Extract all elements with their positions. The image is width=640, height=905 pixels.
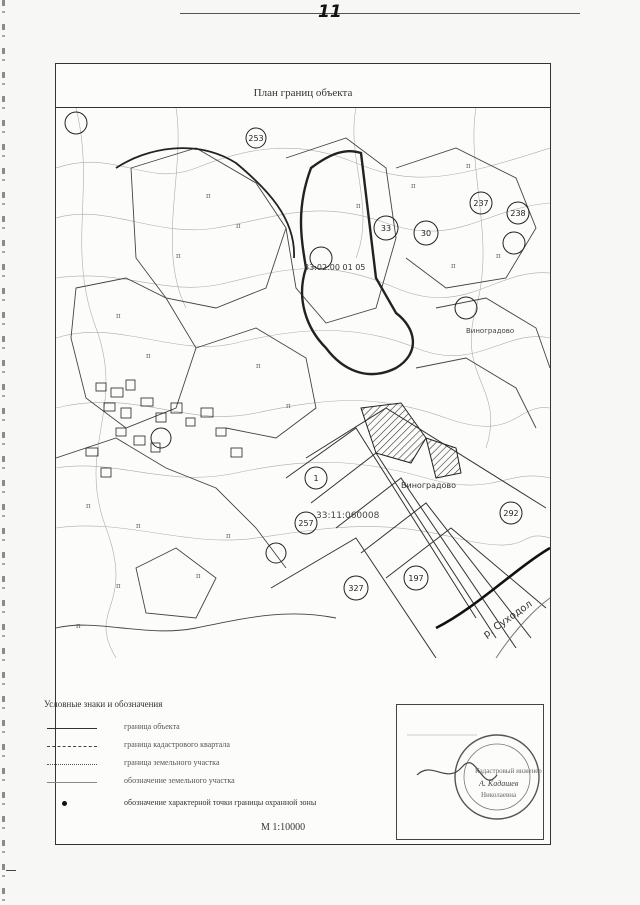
legend-item-label: граница объекта (124, 722, 180, 731)
cadastral-number-upper: 33:02:00 01 05 (304, 263, 366, 272)
dashed-line-symbol (47, 746, 97, 747)
svg-text:п: п (411, 182, 416, 190)
parcel-label: 197 (408, 574, 424, 583)
bottom-mark (6, 870, 16, 871)
map-title: План границ объекта (253, 87, 353, 99)
svg-text:п: п (116, 312, 121, 320)
village-label: Виноградово (401, 481, 457, 490)
svg-text:п: п (76, 622, 81, 630)
page-number: 11 (318, 2, 342, 22)
legend-item (44, 798, 384, 812)
parcel-label: 30 (420, 229, 432, 238)
dotted-line-symbol (47, 764, 97, 765)
stamp-box (396, 704, 544, 840)
legend-item (44, 740, 384, 754)
svg-text:п: п (286, 402, 291, 410)
parcel-label: 1 (313, 474, 319, 483)
legend-heading: Условные знаки и обозначения (44, 699, 163, 709)
parcel-label: 238 (510, 209, 526, 218)
svg-text:п: п (356, 202, 361, 210)
thin-line-symbol (47, 782, 97, 783)
svg-text:п: п (196, 572, 201, 580)
top-rule (180, 13, 580, 14)
svg-text:п: п (206, 192, 211, 200)
legend-item-label: обозначение земельного участка (124, 776, 235, 785)
title-row (56, 64, 550, 108)
boundary-line-symbol (47, 728, 97, 729)
parcel-label: 33 (380, 224, 392, 233)
parcel-label: 292 (503, 509, 519, 518)
svg-text:п: п (451, 262, 456, 270)
legend-item-label: граница кадастрового квартала (124, 740, 230, 749)
stamp-text: Кадастровый инженер (475, 767, 542, 775)
svg-text:п: п (496, 252, 501, 260)
svg-text:п: п (146, 352, 151, 360)
parcel-label: 257 (298, 519, 314, 528)
svg-text:п: п (176, 252, 181, 260)
svg-text:п: п (116, 582, 121, 590)
parcel-label: 327 (348, 584, 364, 593)
parcel-label: 237 (473, 199, 489, 208)
svg-text:п: п (256, 362, 261, 370)
parcel-label: 253 (248, 134, 264, 143)
river-label: р. Суходол (481, 598, 535, 641)
scan-edge (2, 0, 5, 905)
village-label-north: Виноградово (466, 327, 515, 335)
svg-text:п: п (236, 222, 241, 230)
stamp-text: Николаевна (481, 791, 517, 799)
map-scale: М 1:10000 (261, 822, 306, 833)
svg-text:п: п (86, 502, 91, 510)
svg-text:п: п (466, 162, 471, 170)
svg-text:п: п (136, 522, 141, 530)
cadastral-number-lower: 33:11:060008 (316, 511, 380, 521)
point-symbol-icon (62, 801, 67, 806)
legend-item (44, 776, 384, 790)
stamp-name: А. Кадашев (479, 779, 519, 788)
legend-item (44, 758, 384, 772)
legend-item-label: обозначение характерной точки границы охранной зоны (124, 798, 317, 807)
map-frame (44, 63, 551, 845)
boundary-map (56, 108, 550, 658)
legend-item-label: граница земельного участка (124, 758, 220, 767)
legend-item (44, 722, 384, 736)
legend (44, 694, 384, 834)
svg-text:п: п (226, 532, 231, 540)
